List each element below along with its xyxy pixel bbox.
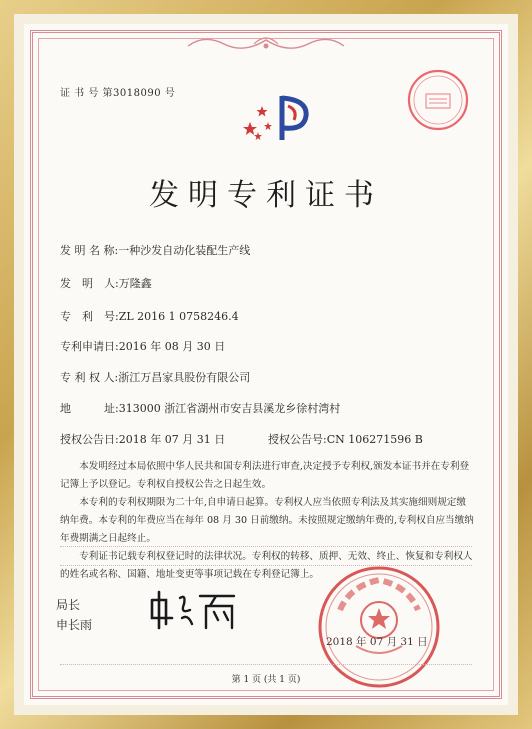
field-patentee bbox=[60, 369, 250, 385]
field-label: 授权公告日: bbox=[60, 433, 119, 446]
field-inventor bbox=[60, 275, 152, 291]
field-label: 专利申请日: bbox=[60, 340, 119, 353]
field-label: 发 明 人: bbox=[60, 277, 119, 290]
director-name: 申长雨 bbox=[56, 618, 93, 632]
field-invention-name bbox=[60, 242, 250, 258]
separator-band bbox=[60, 546, 472, 566]
director-title: 局长 bbox=[56, 598, 81, 612]
field-value: 2016 年 08 月 30 日 bbox=[118, 340, 226, 353]
field-label: 发 明 名 称: bbox=[60, 244, 119, 257]
body-paragraph: 本专利的专利权期限为二十年,自申请日起算。专利权人应当依照专利法及其实施细则规定缴纳年费。本专利的年费应当在每年 08 月 30 日前缴纳。未按照规定缴纳年费的,专利权自应当缴纳年费期满之日起终止。 bbox=[60, 497, 474, 544]
field-label: 授权公告号: bbox=[268, 433, 327, 446]
field-value: 313000 浙江省湖州市安吉县溪龙乡徐村湾村 bbox=[118, 402, 341, 415]
sipo-logo-icon bbox=[236, 92, 314, 144]
field-value: 浙江万昌家具股份有限公司 bbox=[118, 371, 251, 384]
stamp-date: 2018 年 07 月 31 日 bbox=[326, 636, 428, 648]
field-filing-date bbox=[60, 338, 225, 354]
body-paragraph: 专利证书记载专利权登记时的法律状况。专利权的转移、质押、无效、终止、恢复和专利权人的姓名或名称、国籍、地址变更等事项记载在专利登记簿上。 bbox=[60, 551, 473, 580]
field-label: 专 利 号: bbox=[60, 310, 119, 323]
footer-rule bbox=[60, 664, 472, 665]
field-label: 专 利 权 人: bbox=[60, 371, 119, 384]
field-grant-number bbox=[268, 431, 423, 447]
office-seal-icon bbox=[406, 68, 470, 132]
field-value: 一种沙发自动化装配生产线 bbox=[118, 244, 251, 257]
field-patent-number bbox=[60, 308, 239, 324]
field-value: ZL 2016 1 0758246.4 bbox=[118, 310, 239, 323]
field-value: 万隆鑫 bbox=[118, 277, 152, 290]
certificate-number: 证 书 号 第3018090 号 bbox=[60, 88, 176, 99]
page-number: 第 1 页 (共 1 页) bbox=[231, 675, 301, 685]
field-value: 2018 年 07 月 31 日 bbox=[118, 433, 226, 446]
director-signature-icon bbox=[144, 584, 240, 634]
body-paragraph: 本发明经过本局依照中华人民共和国专利法进行审查,决定授予专利权,颁发本证书并在专利登记簿上予以登记。专利权自授权公告之日起生效。 bbox=[60, 461, 470, 490]
top-ornament-icon bbox=[184, 32, 348, 54]
field-grant-date bbox=[60, 431, 225, 447]
field-value: CN 106271596 B bbox=[326, 433, 423, 446]
field-label: 地 址: bbox=[60, 402, 119, 415]
certificate-paper bbox=[24, 24, 508, 705]
certificate-title: 发明专利证书 bbox=[149, 178, 383, 213]
field-address bbox=[60, 400, 340, 416]
